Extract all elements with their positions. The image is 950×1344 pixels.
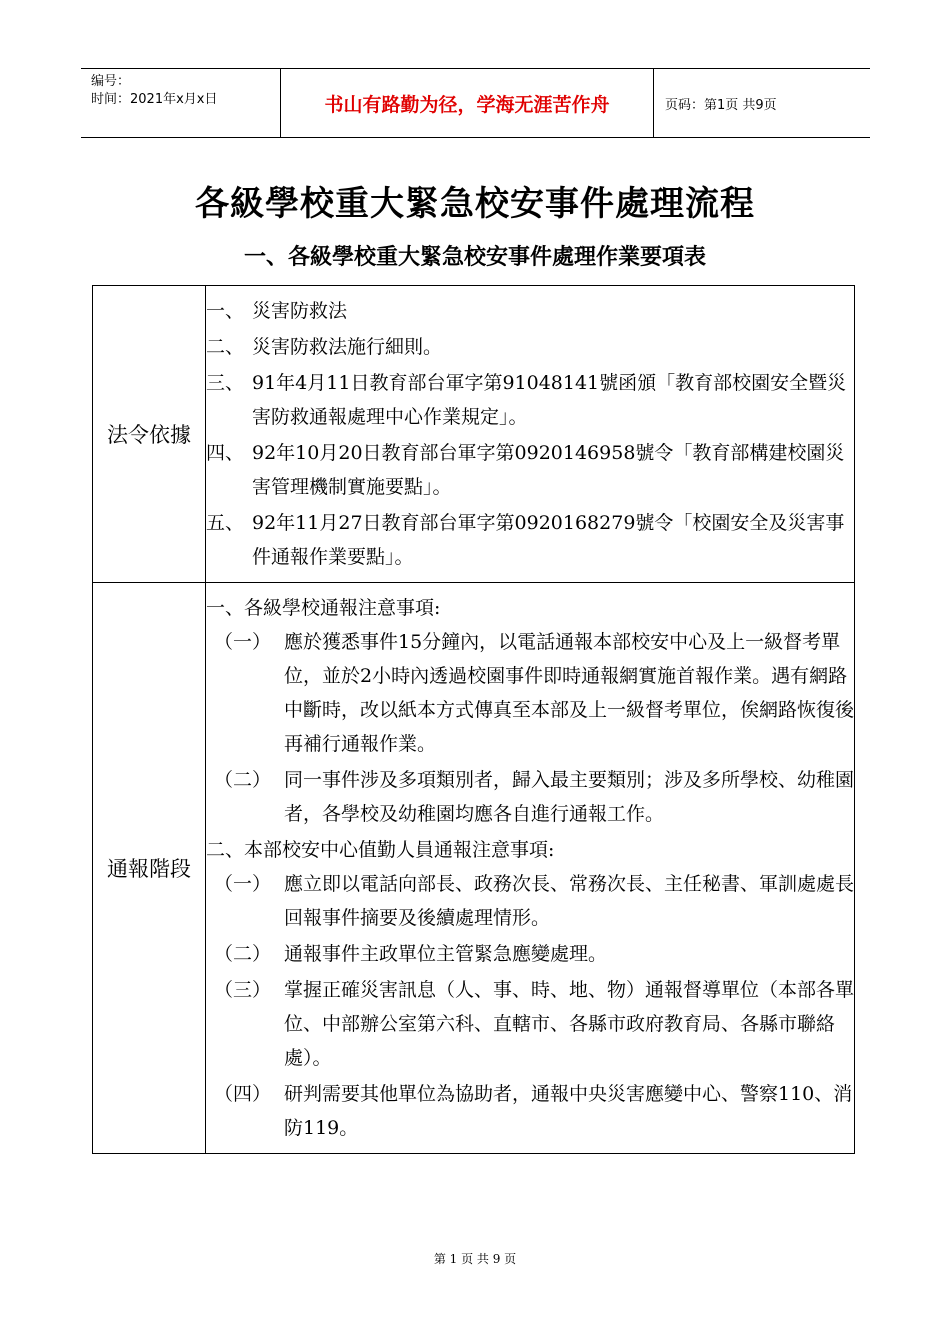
list-item (206, 973, 854, 1075)
item-text: 災害防救法 (252, 300, 348, 322)
list-item (206, 937, 854, 971)
header-meta (81, 69, 281, 137)
item-text: 研判需要其他單位為協助者，通報中央災害應變中心、警察110、消防119。 (284, 1083, 853, 1139)
item-text: 92年11月27日教育部台軍字第0920168279號令「校園安全及災害事件通報作業要點」。 (252, 512, 845, 568)
item-number: 一、 (206, 300, 245, 322)
row-content-law (206, 286, 854, 582)
list-item (206, 1077, 854, 1145)
item-number: （三） (214, 979, 272, 1001)
row-label-report: 通報階段 (93, 583, 206, 1153)
item-number: （一） (214, 873, 272, 895)
item-text: 應立即以電話向部長、政務次長、常務次長、主任秘書、軍訓處處長回報事件摘要及後續處理情形。 (284, 873, 855, 929)
list-item (206, 763, 854, 831)
list-item (206, 294, 854, 328)
item-number: （二） (214, 943, 272, 965)
item-text: 通報事件主政單位主管緊急應變處理。 (284, 943, 608, 965)
list-item (206, 436, 854, 504)
list-item (206, 366, 854, 434)
number-label: 编号： (91, 74, 131, 89)
section-heading-center: 二、本部校安中心值勤人員通報注意事項: (206, 839, 555, 861)
list-item (206, 625, 854, 761)
row-content-report (206, 583, 854, 1153)
item-text: 掌握正確災害訊息（人、事、時、地、物）通報督導單位（本部各單位、中部辦公室第六科、直轄市、各縣市政府教育局、各縣市聯絡處）。 (284, 979, 855, 1069)
item-number: （一） (214, 631, 272, 653)
item-text: 92年10月20日教育部台軍字第0920146958號令「教育部構建校園災害管理機制實施要點」。 (252, 442, 845, 498)
section-heading-school: 一、各級學校通報注意事項: (206, 597, 441, 619)
page-footer: 第 1 页 共 9 页 (433, 1252, 517, 1266)
item-text: 災害防救法施行細則。 (252, 336, 443, 358)
item-number: （四） (214, 1083, 272, 1105)
header-page-info: 页码：第1页 共9页 (665, 97, 777, 113)
item-number: 二、 (206, 336, 245, 358)
item-number: （二） (214, 769, 272, 791)
item-number: 三、 (206, 372, 245, 394)
item-text: 應於獲悉事件15分鐘內，以電話通報本部校安中心及上一級督考單位，並於2小時內透過校園事件即時通報網實施首報作業。遇有網路中斷時，改以紙本方式傳真至本部及上一級督考單位，俟網路恢復後再補行通報作業。 (284, 631, 855, 755)
list-item (206, 330, 854, 364)
time-label: 时间：2021年x月x日 (91, 92, 218, 107)
document-title: 各級學校重大緊急校安事件處理流程 (195, 184, 755, 224)
page-header (81, 68, 870, 138)
item-number: 四、 (206, 442, 245, 464)
table-row-law (93, 286, 854, 583)
procedure-table (92, 285, 855, 1154)
document-subtitle: 一、各級學校重大緊急校安事件處理作業要項表 (243, 244, 706, 270)
item-text: 同一事件涉及多項類別者，歸入最主要類別；涉及多所學校、幼稚園者，各學校及幼稚園均應各自進行通報工作。 (284, 769, 855, 825)
list-item (206, 867, 854, 935)
row-label-law: 法令依據 (93, 286, 206, 582)
item-text: 91年4月11日教育部台軍字第91048141號函頒「教育部校園安全暨災害防救通報處理中心作業規定」。 (252, 372, 847, 428)
item-number: 五、 (206, 512, 245, 534)
header-motto: 书山有路勤为径，学海无涯苦作舟 (281, 69, 654, 137)
list-item (206, 506, 854, 574)
table-row-report (93, 583, 854, 1153)
